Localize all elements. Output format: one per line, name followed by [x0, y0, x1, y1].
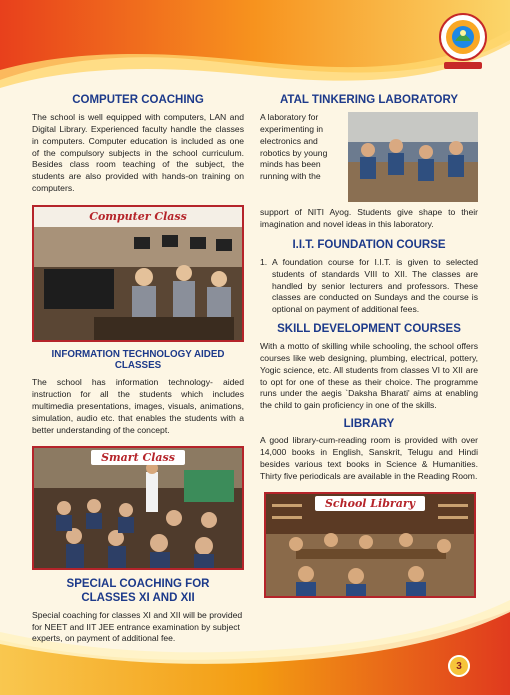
atal-tinkering-heading: ATAL TINKERING LABORATORY [279, 94, 459, 106]
skill-development-heading: SKILL DEVELOPMENT COURSES [277, 323, 461, 336]
it-aided-classes-heading: INFORMATION TECHNOLOGY AIDED CLASSES [51, 348, 225, 372]
school-logo-emblem [438, 12, 488, 74]
smart-class-caption: Smart Class [91, 450, 185, 465]
page-number: 3 [448, 655, 470, 677]
library-heading: LIBRARY [343, 418, 395, 431]
computer-class-image [34, 207, 242, 340]
left-column [32, 94, 244, 645]
skill-development-text: With a motto of skilling while schooling, the school offers courses like web designing, plumbing, electrical, pottery, Yogic science, etc. All students from classes VI to XII are to opt for one of these as their choice. The programme runs under the aegis `Daksha Bharati' aims at enabling the child to gain proficiency in one of the skills. [260, 341, 478, 411]
atal-tinkering-text: support of NITI Ayog. Students give shape to their imagination and novel ideas in this laboratory. [260, 207, 478, 230]
computer-class-caption: Computer Class [89, 209, 187, 223]
it-aided-classes-text: The school has information technology- aided instruction for all the students which includes multimedia presentations, images, visuals, animations, simulation, audio etc. that enables the students with a better understanding of the concept. [32, 377, 244, 435]
iit-foundation-heading: I.I.T. FOUNDATION COURSE [292, 238, 446, 251]
smart-class-image [34, 448, 242, 568]
computer-coaching-heading: COMPUTER COACHING [72, 94, 204, 106]
special-coaching-heading: SPECIAL COACHING FOR CLASSES XI AND XII [66, 578, 210, 604]
smart-class-caption-wrap [34, 451, 242, 464]
school-library-caption: School Library [315, 496, 425, 511]
computer-coaching-text: The school is well equipped with computers, LAN and Digital Library. Experienced faculty handle the classes in computers. Computer education is included as one of the compulsory subjects in the school curriculum. Besides class room teaching of the subject, the students are also provided with hands-on training on computers. [32, 112, 244, 193]
smart-class-photo [32, 446, 244, 570]
school-library-caption-wrap [266, 497, 474, 510]
iit-foundation-text: A foundation course for I.I.T. is given to selected students of standards VIII to XII. The classes are handled by senior lecturers and professors. These classes are conducted on Sundays and the course is optional on payment of additional fees. [272, 257, 478, 315]
atal-tinkering-side-text: A laboratory for experimenting in electronics and robotics by young minds has been running with the [260, 112, 328, 182]
school-library-photo [264, 492, 476, 598]
tinkering-lab-image [348, 112, 478, 202]
atal-tinkering-block [260, 112, 478, 207]
iit-list-marker: 1. [260, 257, 268, 268]
tinkering-lab-photo [348, 112, 478, 202]
right-column [260, 94, 478, 598]
computer-class-photo [32, 205, 244, 342]
library-text: A good library-cum-reading room is provided with over 14,000 books in English, Sanskrit, Telugu and Hindi besides various text books in Science & Humanities. Thirty five periodicals are available in the Reading Room. [260, 435, 478, 481]
iit-foundation-item [260, 257, 478, 316]
special-coaching-text: Special coaching for classes XI and XII will be provided for NEET and IIT JEE entrance examination by subject experts, on payment of additional fee. [32, 609, 243, 644]
